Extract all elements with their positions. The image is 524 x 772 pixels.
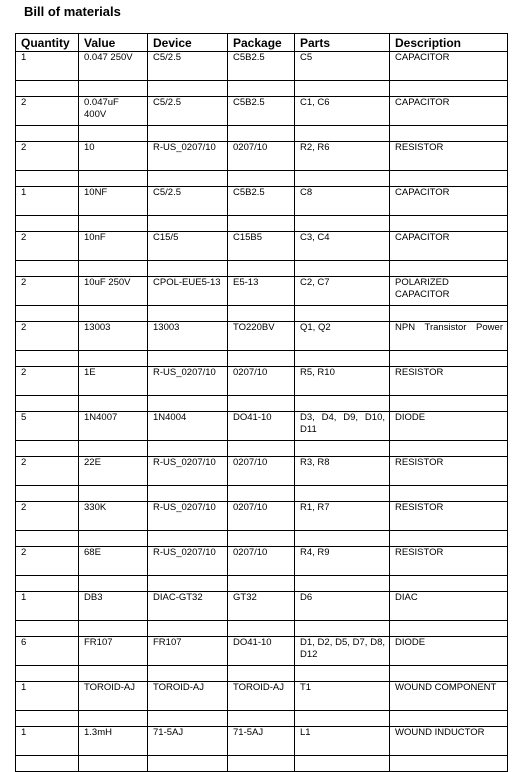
spacer-cell (148, 576, 228, 592)
cell-parts: D1, D2, D5, D7, D8, D12 (295, 637, 390, 666)
spacer-cell (16, 621, 79, 637)
spacer-cell (148, 171, 228, 187)
spacer-cell (16, 306, 79, 322)
cell-description: CAPACITOR (390, 232, 508, 261)
cell-quantity: 1 (16, 52, 79, 81)
spacer-cell (295, 81, 390, 97)
cell-device: R-US_0207/10 (148, 547, 228, 576)
cell-description: RESISTOR (390, 367, 508, 396)
spacer-cell (228, 576, 295, 592)
cell-parts: C1, C6 (295, 97, 390, 126)
header-quantity: Quantity (16, 34, 79, 52)
spacer-cell (390, 396, 508, 412)
spacer-cell (295, 756, 390, 772)
spacer-cell (16, 441, 79, 457)
spacer-cell (228, 621, 295, 637)
cell-package: C5B2.5 (228, 97, 295, 126)
document-title: Bill of materials (24, 4, 121, 19)
spacer-row (16, 531, 508, 547)
spacer-cell (79, 531, 148, 547)
table-row (16, 457, 508, 486)
spacer-row (16, 576, 508, 592)
cell-description: WOUND INDUCTOR (390, 727, 508, 756)
spacer-row (16, 306, 508, 322)
cell-quantity: 2 (16, 277, 79, 306)
spacer-cell (148, 81, 228, 97)
cell-parts: C3, C4 (295, 232, 390, 261)
cell-parts: C8 (295, 187, 390, 216)
spacer-cell (79, 666, 148, 682)
spacer-cell (16, 711, 79, 727)
spacer-cell (148, 486, 228, 502)
cell-quantity: 2 (16, 232, 79, 261)
spacer-cell (390, 306, 508, 322)
spacer-cell (228, 81, 295, 97)
table-row (16, 412, 508, 441)
bom-body (16, 52, 508, 772)
spacer-cell (228, 756, 295, 772)
spacer-cell (16, 531, 79, 547)
cell-value: 10 (79, 142, 148, 171)
cell-device: R-US_0207/10 (148, 457, 228, 486)
cell-value: DB3 (79, 592, 148, 621)
spacer-row (16, 171, 508, 187)
cell-device: C5/2.5 (148, 187, 228, 216)
cell-value: 13003 (79, 322, 148, 351)
spacer-cell (148, 531, 228, 547)
cell-description: RESISTOR (390, 547, 508, 576)
cell-package: C15B5 (228, 232, 295, 261)
spacer-cell (79, 441, 148, 457)
spacer-row (16, 486, 508, 502)
spacer-cell (390, 486, 508, 502)
cell-parts: R3, R8 (295, 457, 390, 486)
spacer-cell (16, 576, 79, 592)
table-row (16, 682, 508, 711)
cell-device: C5/2.5 (148, 97, 228, 126)
cell-device: 71-5AJ (148, 727, 228, 756)
spacer-cell (148, 711, 228, 727)
spacer-cell (16, 261, 79, 277)
spacer-row (16, 666, 508, 682)
cell-description: RESISTOR (390, 502, 508, 531)
spacer-cell (148, 216, 228, 232)
cell-quantity: 2 (16, 547, 79, 576)
spacer-cell (79, 261, 148, 277)
header-row (16, 34, 508, 52)
cell-package: DO41-10 (228, 637, 295, 666)
spacer-cell (390, 81, 508, 97)
spacer-cell (228, 261, 295, 277)
spacer-cell (228, 396, 295, 412)
cell-package: 0207/10 (228, 547, 295, 576)
cell-quantity: 2 (16, 322, 79, 351)
spacer-row (16, 216, 508, 232)
spacer-cell (295, 126, 390, 142)
table-row (16, 322, 508, 351)
cell-value: 0.047 250V (79, 52, 148, 81)
cell-quantity: 2 (16, 502, 79, 531)
cell-package: C5B2.5 (228, 52, 295, 81)
spacer-cell (148, 621, 228, 637)
cell-parts: C5 (295, 52, 390, 81)
bom-table (15, 33, 508, 772)
spacer-cell (79, 621, 148, 637)
cell-device: 13003 (148, 322, 228, 351)
cell-parts: R4, R9 (295, 547, 390, 576)
spacer-cell (228, 711, 295, 727)
cell-parts: R2, R6 (295, 142, 390, 171)
cell-parts: T1 (295, 682, 390, 711)
spacer-cell (228, 216, 295, 232)
cell-device: TOROID-AJ (148, 682, 228, 711)
spacer-row (16, 711, 508, 727)
spacer-cell (295, 171, 390, 187)
spacer-cell (16, 126, 79, 142)
spacer-cell (79, 756, 148, 772)
spacer-row (16, 261, 508, 277)
spacer-cell (16, 756, 79, 772)
cell-quantity: 2 (16, 97, 79, 126)
spacer-cell (148, 306, 228, 322)
spacer-row (16, 81, 508, 97)
spacer-cell (295, 306, 390, 322)
header-parts: Parts (295, 34, 390, 52)
cell-quantity: 1 (16, 682, 79, 711)
spacer-cell (390, 126, 508, 142)
cell-value: TOROID-AJ (79, 682, 148, 711)
cell-package: C5B2.5 (228, 187, 295, 216)
spacer-cell (79, 711, 148, 727)
spacer-cell (16, 351, 79, 367)
cell-value: 1E (79, 367, 148, 396)
table-row (16, 547, 508, 576)
cell-value: 0.047uF 400V (79, 97, 148, 126)
cell-parts: C2, C7 (295, 277, 390, 306)
cell-quantity: 2 (16, 142, 79, 171)
spacer-cell (295, 486, 390, 502)
header-device: Device (148, 34, 228, 52)
cell-description: POLARIZED CAPACITOR (390, 277, 508, 306)
cell-description: RESISTOR (390, 457, 508, 486)
spacer-cell (390, 666, 508, 682)
cell-description: NPN Transistor Power (390, 322, 508, 351)
spacer-cell (390, 216, 508, 232)
spacer-cell (79, 81, 148, 97)
cell-package: 0207/10 (228, 457, 295, 486)
spacer-cell (16, 171, 79, 187)
spacer-row (16, 621, 508, 637)
cell-device: C5/2.5 (148, 52, 228, 81)
spacer-row (16, 126, 508, 142)
spacer-cell (79, 486, 148, 502)
spacer-cell (390, 261, 508, 277)
cell-package: DO41-10 (228, 412, 295, 441)
spacer-cell (228, 531, 295, 547)
cell-value: 22E (79, 457, 148, 486)
cell-description: DIODE (390, 637, 508, 666)
cell-package: TO220BV (228, 322, 295, 351)
spacer-cell (295, 531, 390, 547)
spacer-cell (16, 486, 79, 502)
cell-description: CAPACITOR (390, 52, 508, 81)
spacer-cell (79, 171, 148, 187)
spacer-cell (228, 441, 295, 457)
spacer-cell (295, 666, 390, 682)
table-row (16, 367, 508, 396)
spacer-cell (16, 216, 79, 232)
spacer-cell (228, 126, 295, 142)
spacer-cell (228, 666, 295, 682)
table-row (16, 502, 508, 531)
spacer-cell (295, 711, 390, 727)
spacer-row (16, 351, 508, 367)
cell-description: WOUND COMPONENT (390, 682, 508, 711)
spacer-cell (148, 126, 228, 142)
table-row (16, 637, 508, 666)
cell-package: E5-13 (228, 277, 295, 306)
spacer-cell (390, 621, 508, 637)
cell-quantity: 1 (16, 187, 79, 216)
cell-quantity: 5 (16, 412, 79, 441)
spacer-cell (79, 351, 148, 367)
cell-device: C15/5 (148, 232, 228, 261)
cell-device: CPOL-EUE5-13 (148, 277, 228, 306)
spacer-cell (390, 171, 508, 187)
cell-description: CAPACITOR (390, 97, 508, 126)
cell-device: 1N4004 (148, 412, 228, 441)
spacer-row (16, 396, 508, 412)
table-row (16, 592, 508, 621)
spacer-cell (148, 396, 228, 412)
cell-value: 10nF (79, 232, 148, 261)
spacer-cell (295, 351, 390, 367)
spacer-cell (16, 81, 79, 97)
spacer-cell (295, 621, 390, 637)
spacer-cell (16, 666, 79, 682)
table-row (16, 52, 508, 81)
spacer-cell (148, 666, 228, 682)
header-description: Description (390, 34, 508, 52)
spacer-cell (390, 441, 508, 457)
header-package: Package (228, 34, 295, 52)
spacer-cell (79, 126, 148, 142)
spacer-cell (390, 531, 508, 547)
spacer-cell (390, 351, 508, 367)
spacer-cell (16, 396, 79, 412)
cell-device: FR107 (148, 637, 228, 666)
spacer-cell (295, 261, 390, 277)
cell-package: 0207/10 (228, 502, 295, 531)
cell-description: CAPACITOR (390, 187, 508, 216)
cell-parts: D3, D4, D9, D10, D11 (295, 412, 390, 441)
spacer-cell (228, 486, 295, 502)
cell-description: DIAC (390, 592, 508, 621)
cell-quantity: 1 (16, 727, 79, 756)
spacer-cell (228, 306, 295, 322)
cell-description: DIODE (390, 412, 508, 441)
cell-package: 0207/10 (228, 142, 295, 171)
spacer-cell (148, 441, 228, 457)
cell-parts: L1 (295, 727, 390, 756)
spacer-row (16, 756, 508, 772)
cell-quantity: 2 (16, 367, 79, 396)
spacer-cell (295, 441, 390, 457)
cell-package: TOROID-AJ (228, 682, 295, 711)
cell-package: 0207/10 (228, 367, 295, 396)
spacer-cell (390, 756, 508, 772)
table-row (16, 142, 508, 171)
cell-device: R-US_0207/10 (148, 142, 228, 171)
spacer-cell (295, 396, 390, 412)
spacer-cell (79, 396, 148, 412)
table-row (16, 727, 508, 756)
cell-package: 71-5AJ (228, 727, 295, 756)
cell-device: R-US_0207/10 (148, 502, 228, 531)
table-row (16, 277, 508, 306)
spacer-cell (295, 576, 390, 592)
spacer-row (16, 441, 508, 457)
cell-value: 1.3mH (79, 727, 148, 756)
cell-device: R-US_0207/10 (148, 367, 228, 396)
cell-value: 10uF 250V (79, 277, 148, 306)
spacer-cell (79, 576, 148, 592)
cell-value: 10NF (79, 187, 148, 216)
cell-quantity: 1 (16, 592, 79, 621)
header-value: Value (79, 34, 148, 52)
spacer-cell (390, 711, 508, 727)
spacer-cell (148, 261, 228, 277)
spacer-cell (228, 171, 295, 187)
spacer-cell (79, 216, 148, 232)
cell-quantity: 2 (16, 457, 79, 486)
table-row (16, 232, 508, 261)
spacer-cell (79, 306, 148, 322)
table-row (16, 187, 508, 216)
cell-value: FR107 (79, 637, 148, 666)
cell-description: RESISTOR (390, 142, 508, 171)
cell-device: DIAC-GT32 (148, 592, 228, 621)
cell-quantity: 6 (16, 637, 79, 666)
cell-value: 330K (79, 502, 148, 531)
cell-parts: D6 (295, 592, 390, 621)
spacer-cell (390, 576, 508, 592)
table-row (16, 97, 508, 126)
spacer-cell (148, 756, 228, 772)
cell-value: 1N4007 (79, 412, 148, 441)
cell-parts: Q1, Q2 (295, 322, 390, 351)
cell-value: 68E (79, 547, 148, 576)
cell-parts: R5, R10 (295, 367, 390, 396)
cell-package: GT32 (228, 592, 295, 621)
spacer-cell (228, 351, 295, 367)
cell-parts: R1, R7 (295, 502, 390, 531)
spacer-cell (295, 216, 390, 232)
spacer-cell (148, 351, 228, 367)
